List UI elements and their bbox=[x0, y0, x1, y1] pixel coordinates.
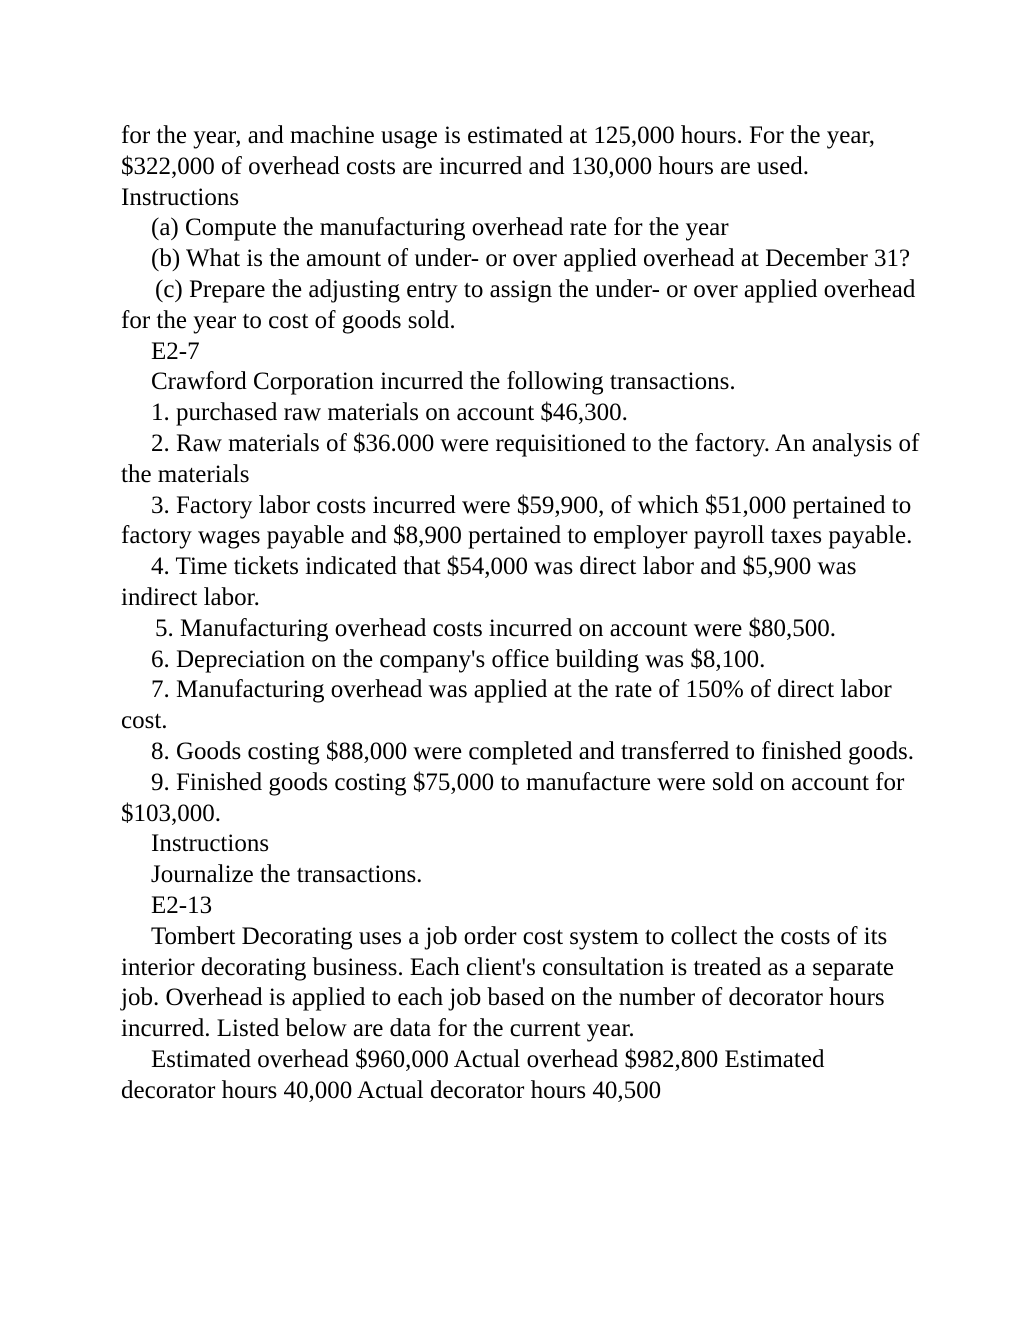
transaction-item-3: 3. Factory labor costs incurred were $59,900, of which $51,000 pertained to factory wages payable and $8,900 pertained to employer payroll taxes payable. bbox=[121, 491, 913, 550]
transaction-item-4: 4. Time tickets indicated that $54,000 was direct labor and $5,900 was indirect labor. bbox=[121, 553, 857, 611]
exercise-heading-e2-13: E2-13 bbox=[151, 891, 213, 919]
paragraph-tombert-intro: Tombert Decorating uses a job order cost system to collect the costs of its interior decorating business. Each client's consultation is treated as a separate job. Overhead is applied to each job based on the number of decorator hours incurred. Listed below are data for the current year. bbox=[121, 922, 894, 1043]
paragraph-question-b: (b) What is the amount of under- or over applied overhead at December 31? bbox=[151, 245, 911, 273]
transaction-item-5: 5. Manufacturing overhead costs incurred on account were $80,500. bbox=[155, 614, 837, 642]
transaction-item-6: 6. Depreciation on the company's office building was $8,100. bbox=[151, 645, 766, 673]
transaction-item-7: 7. Manufacturing overhead was applied at the rate of 150% of direct labor cost. bbox=[121, 676, 892, 735]
instructions-text: Journalize the transactions. bbox=[151, 861, 423, 889]
paragraph-crawford-intro: Crawford Corporation incurred the following transactions. bbox=[151, 368, 736, 396]
instructions-heading: Instructions bbox=[151, 830, 270, 858]
paragraph-question-c: (c) Prepare the adjusting entry to assign the under- or over applied overhead for the year to cost of goods sold. bbox=[121, 275, 916, 334]
paragraph-tombert-data: Estimated overhead $960,000 Actual overhead $982,800 Estimated decorator hours 40,000 Actual decorator hours 40,500 bbox=[121, 1045, 825, 1104]
transaction-item-2: 2. Raw materials of $36.000 were requisitioned to the factory. An analysis of the materials bbox=[121, 429, 920, 488]
paragraph-intro: for the year, and machine usage is estimated at 125,000 hours. For the year, $322,000 of overhead costs are incurred and 130,000 hours are used. Instructions bbox=[121, 122, 876, 211]
exercise-heading-e2-7: E2-7 bbox=[151, 337, 200, 365]
transaction-item-9: 9. Finished goods costing $75,000 to manufacture were sold on account for $103,000. bbox=[121, 768, 905, 827]
paragraph-question-a: (a) Compute the manufacturing overhead rate for the year bbox=[151, 214, 729, 242]
transaction-item-8: 8. Goods costing $88,000 were completed and transferred to finished goods. bbox=[151, 737, 915, 765]
document-page bbox=[121, 121, 921, 1107]
transaction-item-1: 1. purchased raw materials on account $46,300. bbox=[151, 399, 628, 427]
